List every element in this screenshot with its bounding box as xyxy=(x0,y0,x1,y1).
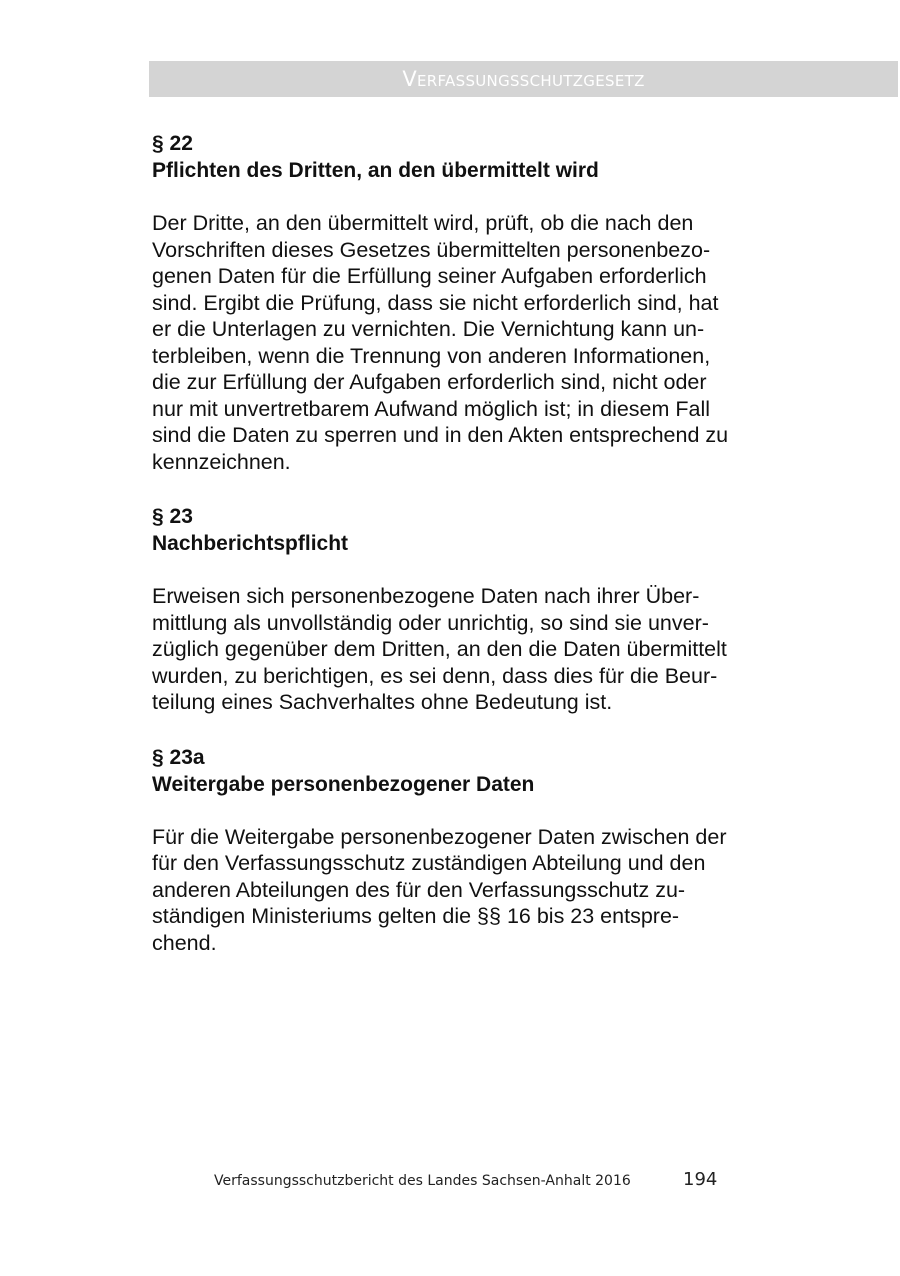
text-line: Für die Weitergabe personenbezogener Daten zwischen der xyxy=(152,824,727,849)
text-line: sind. Ergibt die Prüfung, dass sie nicht erforderlich sind, hat xyxy=(152,290,719,315)
text-line: teilung eines Sachverhaltes ohne Bedeutung ist. xyxy=(152,690,613,714)
text-line: nur mit unvertretbarem Aufwand möglich ist; in diesem Fall xyxy=(152,396,711,421)
text-line: wurden, zu berichtigen, es sei denn, dass dies für die Beur- xyxy=(152,663,718,688)
page-content xyxy=(152,130,792,956)
section-title: Pflichten des Dritten, an den übermittelt wird xyxy=(152,159,599,182)
section-body xyxy=(152,210,792,475)
page-number: 194 xyxy=(683,1169,718,1190)
text-line: terbleiben, wenn die Trennung von anderen Informationen, xyxy=(152,343,711,368)
section-body xyxy=(152,583,792,716)
text-line: anderen Abteilungen des für den Verfassungsschutz zu- xyxy=(152,877,686,902)
text-line: er die Unterlagen zu vernichten. Die Vernichtung kann un- xyxy=(152,317,705,341)
section-23a xyxy=(152,744,792,957)
text-line: für den Verfassungsschutz zuständigen Abteilung und den xyxy=(152,851,706,875)
text-line: ständigen Ministeriums gelten die §§ 16 bis 23 entspre- xyxy=(152,904,680,928)
section-title: Weitergabe personenbezogener Daten xyxy=(152,772,535,796)
text-line: genen Daten für die Erfüllung seiner Aufgaben erforderlich xyxy=(152,264,707,288)
section-number: § 23a xyxy=(152,745,205,769)
section-body xyxy=(152,824,792,957)
text-line: Erweisen sich personenbezogene Daten nach ihrer Über- xyxy=(152,584,700,608)
section-number: § 22 xyxy=(152,132,193,155)
section-23 xyxy=(152,503,792,716)
text-line: chend. xyxy=(152,930,217,955)
section-22 xyxy=(152,130,792,475)
running-header xyxy=(149,61,898,97)
text-line: die zur Erfüllung der Aufgaben erforderlich sind, nicht oder xyxy=(152,370,707,394)
text-line: Der Dritte, an den übermittelt wird, prüft, ob die nach den xyxy=(152,211,694,235)
text-line: mittlung als unvollständig oder unrichtig, so sind sie unver- xyxy=(152,610,709,635)
page-footer: Verfassungsschutzbericht des Landes Sachsen-Anhalt 2016 xyxy=(214,1173,631,1189)
text-line: züglich gegenüber dem Dritten, an den die Daten übermittelt xyxy=(152,637,727,661)
text-line: sind die Daten zu sperren und in den Akten entsprechend zu xyxy=(152,423,729,447)
running-header-title: Verfassungsschutzgesetz xyxy=(402,67,645,91)
text-line: kennzeichnen. xyxy=(152,449,291,474)
section-number: § 23 xyxy=(152,505,193,528)
section-title: Nachberichtspflicht xyxy=(152,532,349,555)
text-line: Vorschriften dieses Gesetzes übermittelten personenbezo- xyxy=(152,237,711,262)
